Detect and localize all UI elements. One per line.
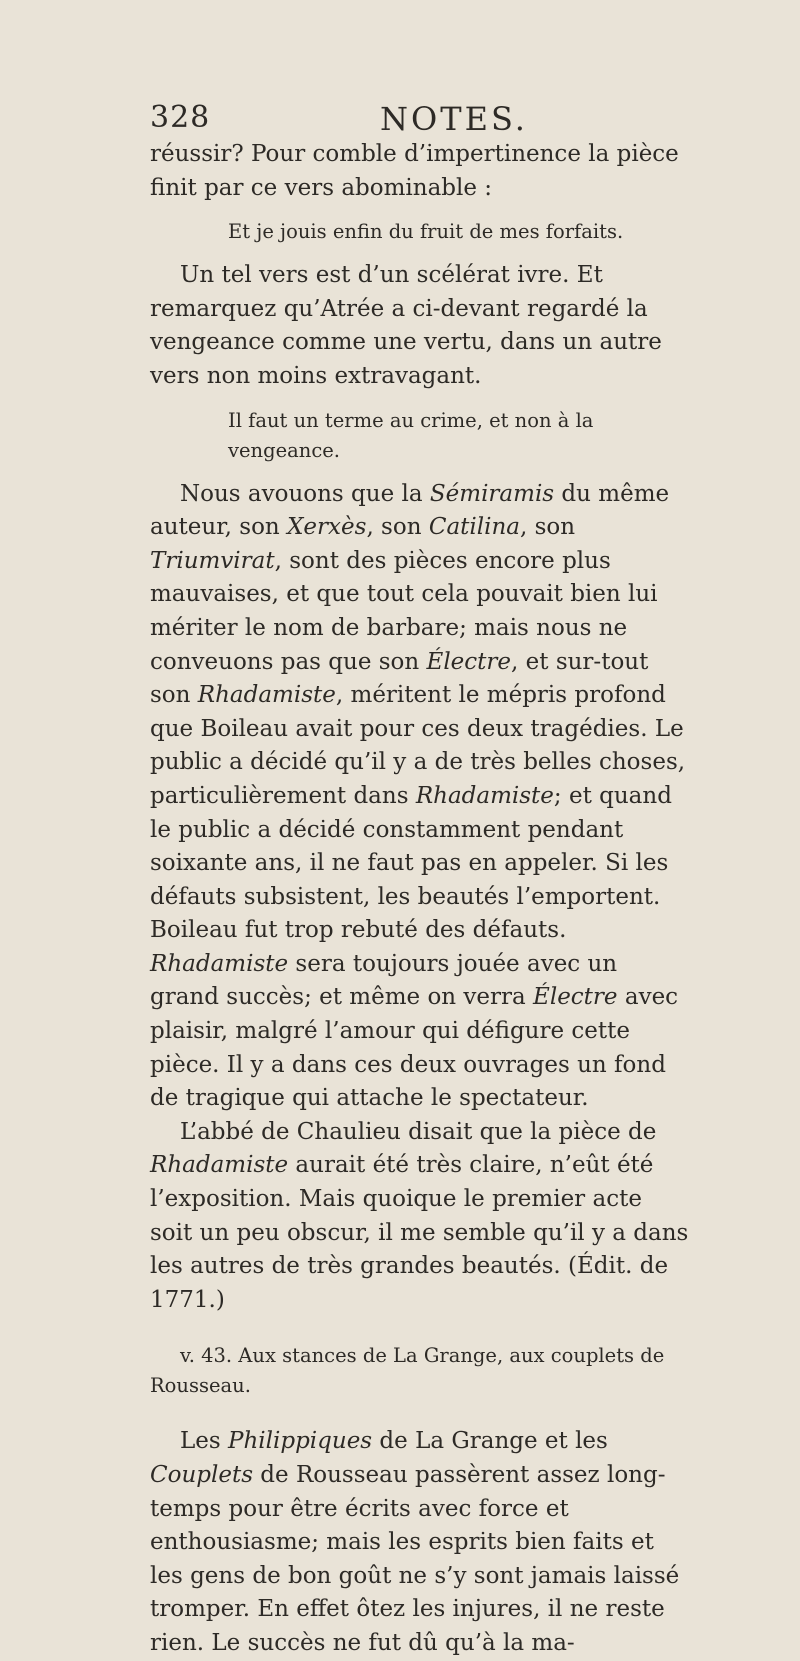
work-title: Rhadamiste xyxy=(150,950,289,977)
running-title: NOTES. xyxy=(380,100,528,138)
quoted-verse: Et je jouis enfin du fruit de mes forfaits. xyxy=(228,220,624,244)
page-header xyxy=(150,100,690,140)
work-title: Xerxès xyxy=(287,514,367,541)
verse-note: v. 43. Aux stances de La Grange, aux couplets de Rousseau. xyxy=(150,1344,665,1398)
quoted-verse: Il faut un terme au crime, et non à la vengeance. xyxy=(228,408,594,462)
work-title: Philippiques xyxy=(228,1428,373,1455)
work-title: Rhadamiste xyxy=(197,682,336,709)
work-title: Catilina xyxy=(428,514,520,541)
work-title: Rhadamiste xyxy=(150,1152,289,1179)
paragraph-continuation: réussir? Pour comble d’impertinence la pièce finit par ce vers abominable : xyxy=(150,141,679,201)
paragraph: L’abbé de Chaulieu disait que la pièce de Rhadamiste aurait été très claire, n’eût été l’exposition. Mais quoique le premier acte soit un peu obscur, il me semble qu’il y a dans les autres de très grandes beautés. (Édit. de 1771.) xyxy=(150,1118,689,1313)
work-title: Électre xyxy=(426,648,512,675)
work-title: Couplets xyxy=(150,1462,253,1488)
work-title: Électre xyxy=(533,984,618,1011)
paragraph: Nous avouons que la Sémiramis du même auteur, son Xerxès, son Catilina, son Triumvirat, sont des pièces encore plus mauvaises, et que tout cela pouvait bien lui mériter le nom de barbare; mais nous ne conveuons pas que son Électre, et sur-tout son Rhadamiste, méritent le mépris profond que Boileau avait pour ces deux tragédies. Le public a décidé qu’il y a de très belles choses, particulièrement dans Rhadamiste; et quand le public a décidé constamment pendant soixante ans, il ne faut pas en appeler. Si les défauts subsistent, les beautés l’emportent. Boileau fut trop rebuté des défauts. Rhadamiste sera toujours jouée avec un grand succès; et même on verra Électre avec plaisir, malgré l’amour qui défigure cette pièce. Il y a dans ces deux ouvrages un fond de tragique qui attache le spectateur. xyxy=(150,480,686,1112)
paragraph: Les Philippiques de La Grange et les Couplets de Rousseau passèrent assez long-temps pour être écrits avec force et enthousiasme; mais les esprits bien faits et les gens de bon goût ne s’y sont jamais laissé tromper. En effet ôtez les injures, il ne reste rien. Le succès ne fut dû qu’à la ma- xyxy=(150,1428,680,1656)
work-title: Triumvirat xyxy=(150,547,275,574)
work-title: Rhadamiste xyxy=(415,782,554,809)
page-number: 328 xyxy=(150,100,211,135)
paragraph: Un tel vers est d’un scélérat ivre. Et remarquez qu’Atrée a ci-devant regardé la vengeance comme une vertu, dans un autre vers non moins extravagant. xyxy=(150,262,662,389)
page-text xyxy=(150,138,690,1661)
work-title: Sémiramis xyxy=(429,480,555,507)
